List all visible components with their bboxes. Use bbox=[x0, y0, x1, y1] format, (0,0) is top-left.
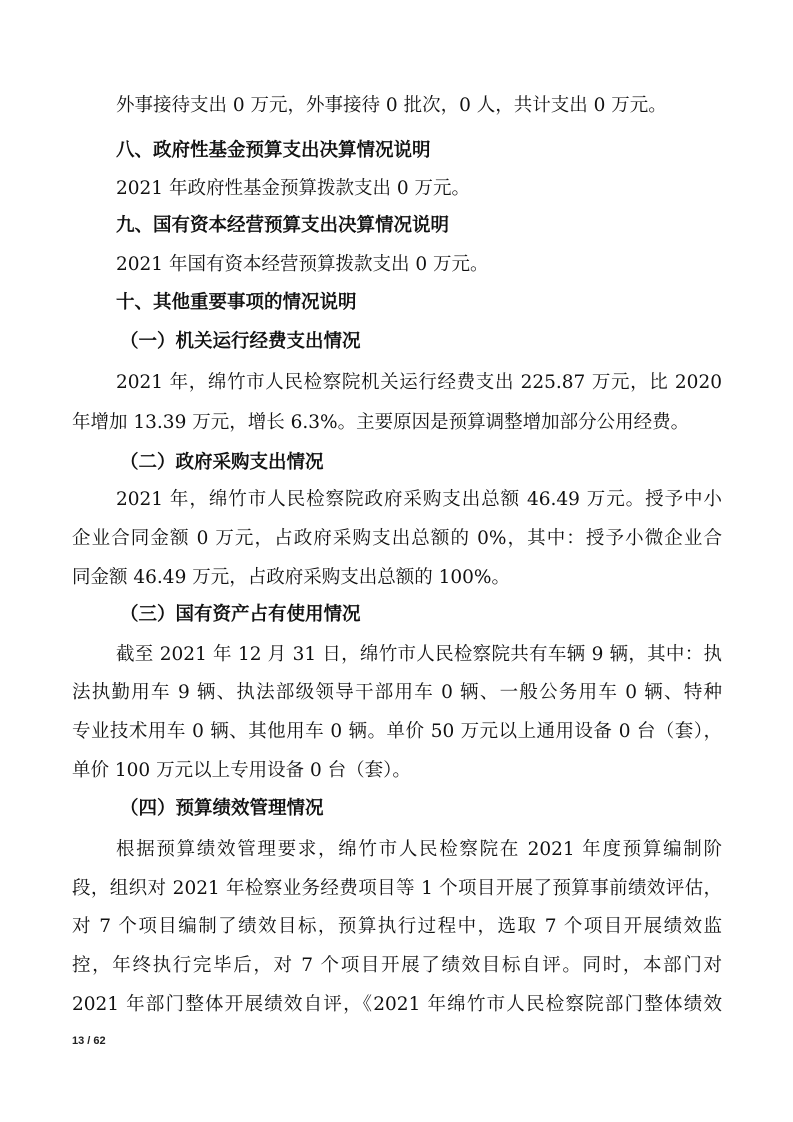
page-number: 13 / 62 bbox=[72, 1035, 106, 1047]
paragraph-line: 段，组织对 2021 年检察业务经费项目等 1 个项目开展了预算事前绩效评估， bbox=[72, 878, 722, 899]
subsection-heading-4: （四）预算绩效管理情况 bbox=[120, 798, 324, 819]
paragraph-line: 单价 100 万元以上专用设备 0 台（套）。 bbox=[72, 760, 411, 781]
paragraph-line: 企业合同金额 0 万元，占政府采购支出总额的 0%，其中：授予小微企业合 bbox=[72, 528, 722, 549]
paragraph-line: 控，年终执行完毕后，对 7 个项目开展了绩效目标自评。同时，本部门对 bbox=[72, 955, 722, 976]
paragraph-line: 2021 年政府性基金预算拨款支出 0 万元。 bbox=[116, 178, 470, 199]
subsection-heading-2: （二）政府采购支出情况 bbox=[120, 452, 324, 473]
paragraph-line: 专业技术用车 0 辆、其他用车 0 辆。单价 50 万元以上通用设备 0 台（套）， bbox=[72, 721, 722, 742]
paragraph-line: 截至 2021 年 12 月 31 日，绵竹市人民检察院共有车辆 9 辆，其中：执 bbox=[116, 644, 722, 665]
paragraph-line: 根据预算绩效管理要求，绵竹市人民检察院在 2021 年度预算编制阶 bbox=[116, 839, 722, 860]
paragraph-line: 2021 年，绵竹市人民检察院政府采购支出总额 46.49 万元。授予中小 bbox=[116, 489, 722, 510]
paragraph-line: 年增加 13.39 万元，增长 6.3%。主要原因是预算调整增加部分公用经费。 bbox=[72, 412, 690, 433]
paragraph-line: 法执勤用车 9 辆、执法部级领导干部用车 0 辆、一般公务用车 0 辆、特种 bbox=[72, 682, 722, 703]
section-heading-10: 十、其他重要事项的情况说明 bbox=[116, 292, 357, 313]
section-heading-8: 八、政府性基金预算支出决算情况说明 bbox=[116, 140, 431, 161]
subsection-heading-1: （一）机关运行经费支出情况 bbox=[120, 331, 361, 352]
paragraph-line: 2021 年国有资本经营预算拨款支出 0 万元。 bbox=[116, 254, 489, 275]
paragraph-line: 对 7 个项目编制了绩效目标，预算执行过程中，选取 7 个项目开展绩效监 bbox=[72, 916, 722, 937]
paragraph-line: 2021 年，绵竹市人民检察院机关运行经费支出 225.87 万元，比 2020 bbox=[116, 372, 722, 393]
paragraph-line: 外事接待支出 0 万元，外事接待 0 批次，0 人，共计支出 0 万元。 bbox=[116, 95, 667, 116]
subsection-heading-3: （三）国有资产占有使用情况 bbox=[120, 604, 361, 625]
paragraph-line: 同金额 46.49 万元，占政府采购支出总额的 100%。 bbox=[72, 567, 510, 588]
paragraph-line: 2021 年部门整体开展绩效自评，《2021 年绵竹市人民检察院部门整体绩效 bbox=[72, 994, 722, 1015]
section-heading-9: 九、国有资本经营预算支出决算情况说明 bbox=[116, 215, 450, 236]
